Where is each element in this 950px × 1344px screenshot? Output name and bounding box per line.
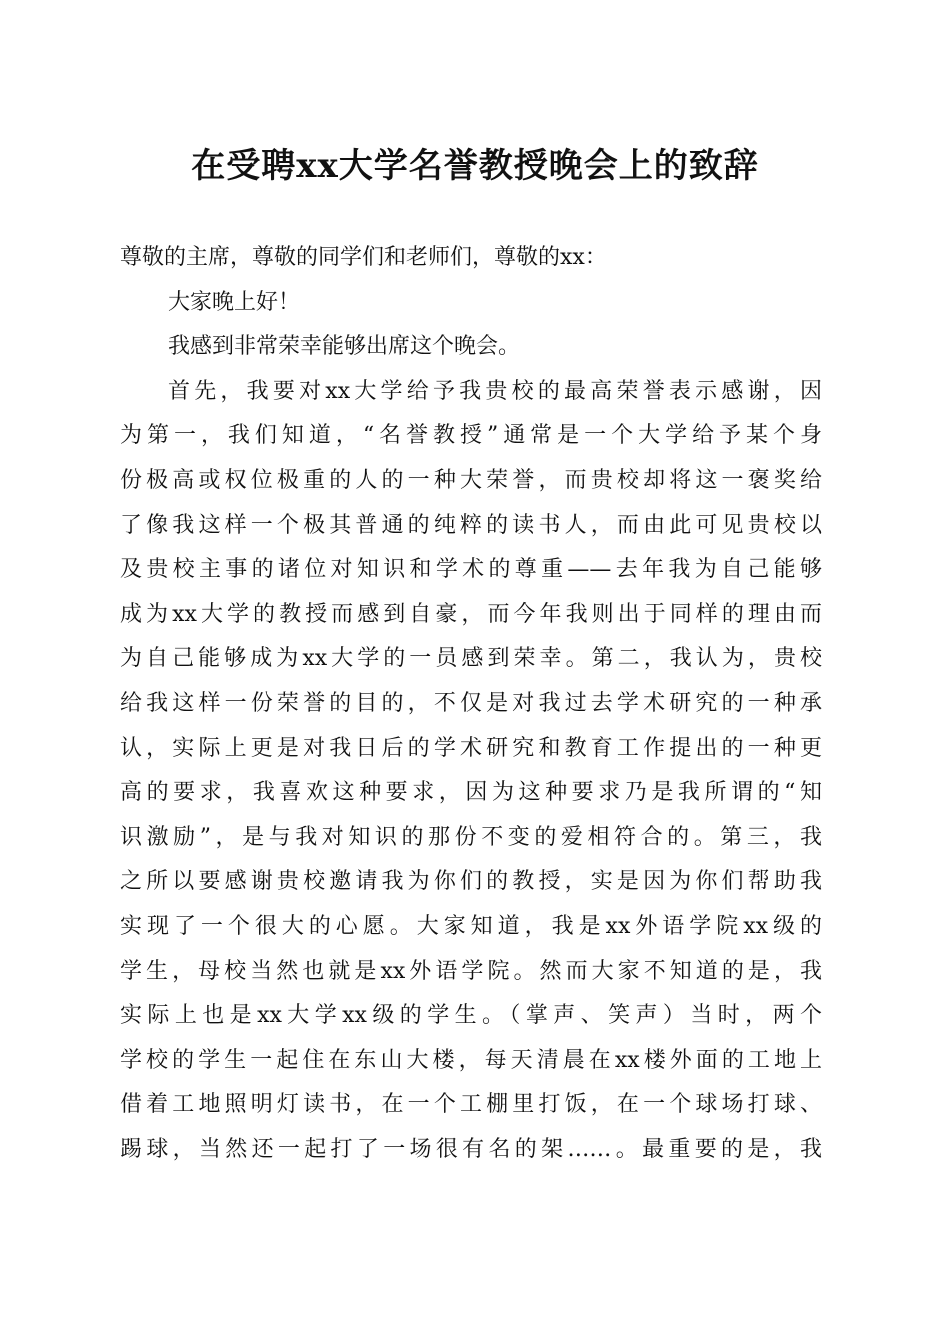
paragraph-line: 份极高或权位极重的人的一种大荣誉，而贵校却将这一褒奖给 — [120, 467, 822, 493]
paragraph-line: 实现了一个很大的心愿。大家知道，我是xx外语学院xx级的 — [120, 913, 822, 939]
paragraph-line: 首先，我要对xx大学给予我贵校的最高荣誉表示感谢，因 — [168, 378, 822, 404]
paragraph-line: 学校的学生一起住在东山大楼，每天清晨在xx楼外面的工地上 — [120, 1047, 822, 1073]
paragraph-line: 给我这样一份荣誉的目的，不仅是对我过去学术研究的一种承 — [120, 690, 822, 716]
paragraph-line: 认，实际上更是对我日后的学术研究和教育工作提出的一种更 — [120, 735, 822, 761]
paragraph-line: 学生，母校当然也就是xx外语学院。然而大家不知道的是，我 — [120, 958, 822, 984]
greeting: 大家晚上好！ — [168, 289, 301, 315]
intro-paragraph: 我感到非常荣幸能够出席这个晚会。 — [168, 334, 521, 360]
paragraph-line: 实际上也是xx大学xx级的学生。（掌声、笑声）当时，两个 — [120, 1003, 822, 1029]
paragraph-line: 了像我这样一个极其普通的纯粹的读书人，而由此可见贵校以 — [120, 512, 822, 538]
paragraph-line: 为自己能够成为xx大学的一员感到荣幸。第二，我认为，贵校 — [120, 646, 822, 672]
paragraph-line: 之所以要感谢贵校邀请我为你们的教授，实是因为你们帮助我 — [120, 869, 822, 895]
document-title: 在受聘xx大学名誉教授晚会上的致辞 — [191, 146, 759, 186]
salutation: 尊敬的主席，尊敬的同学们和老师们，尊敬的xx： — [120, 245, 607, 270]
main-paragraph — [120, 370, 822, 1173]
paragraph-line: 为第一，我们知道，“名誉教授”通常是一个大学给予某个身 — [120, 423, 822, 449]
paragraph-line: 识激励”，是与我对知识的那份不变的爱相符合的。第三，我 — [120, 824, 822, 850]
document-body — [120, 236, 822, 1172]
paragraph-line: 及贵校主事的诸位对知识和学术的尊重——去年我为自己能够 — [120, 557, 822, 583]
paragraph-line: 成为xx大学的教授而感到自豪，而今年我则出于同样的理由而 — [120, 601, 822, 627]
paragraph-line: 借着工地照明灯读书，在一个工棚里打饭，在一个球场打球、 — [120, 1092, 822, 1118]
paragraph-line: 高的要求，我喜欢这种要求，因为这种要求乃是我所谓的“知 — [120, 780, 822, 806]
paragraph-line: 踢球，当然还一起打了一场很有名的架……。最重要的是，我 — [120, 1136, 822, 1162]
